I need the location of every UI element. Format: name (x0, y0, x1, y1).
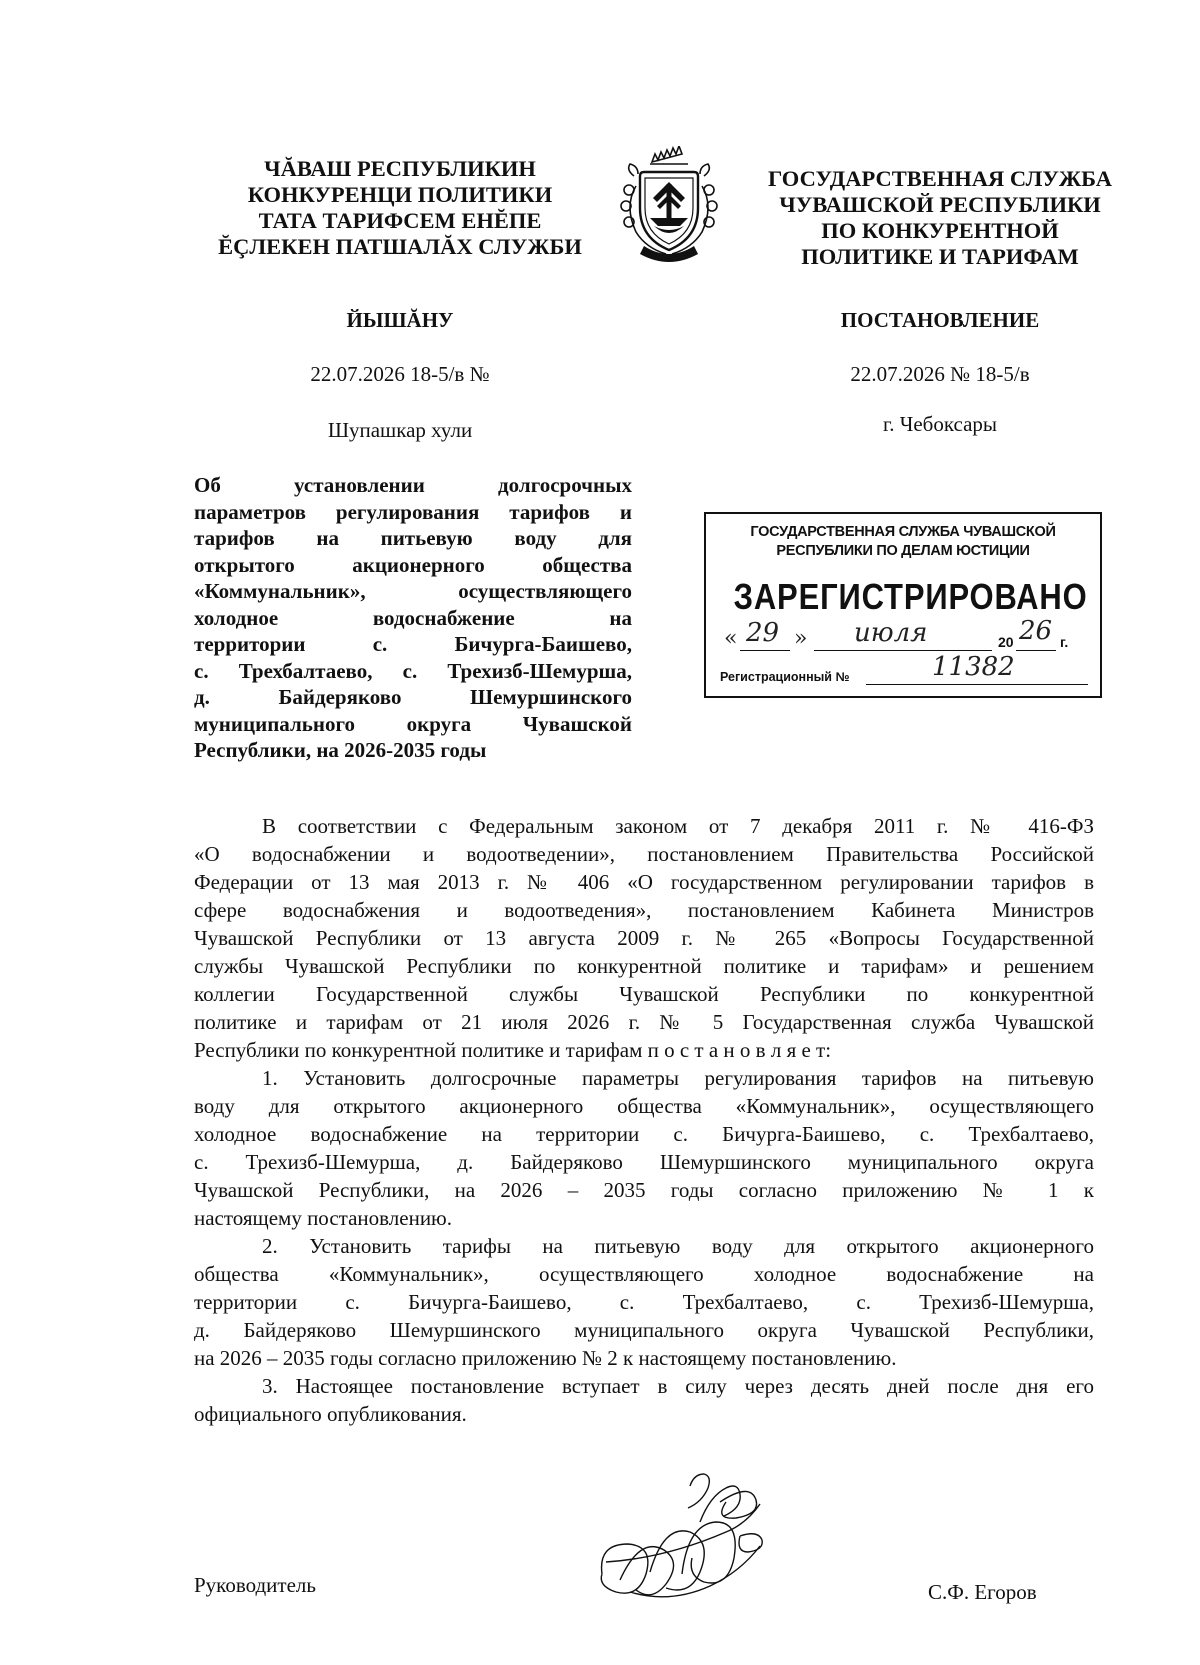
header-left-line: ЧĂВАШ РЕСПУБЛИКИН (264, 156, 536, 181)
right-city: г. Чебоксары (882, 412, 998, 436)
stamp-status: ЗАРЕГИСТРИРОВАНО (733, 576, 1088, 617)
header-right-line: ГОСУДАРСТВЕННАЯ СЛУЖБА (768, 166, 1112, 191)
document-body (194, 812, 1094, 1428)
body-line: 2. Установить тарифы на питьевую воду для открытого акционерного (262, 1234, 1094, 1258)
title-line: Республики, на 2026-2035 годы (194, 738, 487, 762)
stamp-day-underline (740, 650, 790, 651)
body-line: службы Чувашской Республики по конкурентной политике и тарифам» и решением (194, 954, 1094, 978)
body-line: сфере водоснабжения и водоотведения», постановлением Кабинета Министров (194, 898, 1094, 922)
body-line: с. Трехизб-Шемурша, д. Байдеряково Шемуршинского муниципального округа (194, 1150, 1094, 1174)
body-line: В соответствии с Федеральным законом от 7 декабря 2011 г. № 416-ФЗ (262, 814, 1094, 838)
left-doc-type: ЙЫШĂНУ (346, 308, 454, 332)
header-right-line: ПОЛИТИКЕ И ТАРИФАМ (801, 244, 1079, 269)
header-left-line: ĔÇЛЕКЕН ПАТШАЛĂХ СЛУЖБИ (218, 234, 582, 259)
title-line: холодное водоснабжение на (194, 605, 632, 630)
registration-stamp (704, 512, 1102, 698)
body-line: официального опубликования. (194, 1402, 467, 1426)
stamp-reg-label: Регистрационный № (720, 670, 850, 684)
body-line: д. Байдеряково Шемуршинского муниципального округа Чувашской Республики, (194, 1318, 1094, 1342)
title-line: с. Трехбалтаево, с. Трехизб-Шемурша, (194, 658, 632, 683)
title-line: «Коммунальник», осуществляющего (194, 579, 632, 603)
stamp-reg-number: 11382 (932, 652, 1015, 682)
body-line: общества «Коммунальник», осуществляющего холодное водоснабжение на (194, 1262, 1094, 1286)
body-line: воду для открытого акционерного общества «Коммунальник», осуществляющего (194, 1094, 1094, 1118)
stamp-reg-underline (866, 684, 1088, 685)
right-doc-type: ПОСТАНОВЛЕНИЕ (840, 308, 1040, 332)
body-line: холодное водоснабжение на территории с. Бичурга-Баишево, с. Трехбалтаево, (194, 1122, 1094, 1146)
body-line: настоящему постановлению. (194, 1206, 452, 1230)
body-line: «О водоснабжении и водоотведении», постановлением Правительства Российской (194, 842, 1094, 866)
title-line: муниципального округа Чувашской (194, 711, 632, 736)
body-line: Республики по конкурентной политике и тарифам п о с т а н о в л я е т: (194, 1038, 832, 1062)
stamp-org-line: РЕСПУБЛИКИ ПО ДЕЛАМ ЮСТИЦИИ (776, 543, 1030, 559)
body-line: политике и тарифам от 21 июля 2026 г. № 5 Государственная служба Чувашской (194, 1010, 1094, 1034)
signatory-position: Руководитель (194, 1573, 316, 1597)
stamp-open-quote: « (724, 626, 738, 651)
stamp-month-underline (814, 650, 992, 651)
stamp-year-mark: г. (1060, 634, 1069, 650)
stamp-month: июля (854, 618, 928, 648)
header-right-line: ПО КОНКУРЕНТНОЙ (821, 218, 1059, 243)
title-line: Об установлении долгосрочных (194, 473, 632, 497)
stamp-close-quote: » (794, 626, 808, 651)
title-line: параметров регулирования тарифов и (194, 499, 632, 524)
title-line: территории с. Бичурга-Баишево, (194, 632, 632, 656)
header-right-line: ЧУВАШСКОЙ РЕСПУБЛИКИ (779, 192, 1101, 217)
title-line: открытого акционерного общества (194, 552, 632, 577)
body-line: 3. Настоящее постановление вступает в силу через десять дней после дня его (262, 1374, 1094, 1398)
signatory-name: С.Ф. Егоров (928, 1580, 1037, 1604)
title-line: тарифов на питьевую воду для (194, 526, 632, 550)
header-left-org (200, 156, 600, 260)
document-title (194, 472, 632, 764)
right-date-number: 22.07.2026 № 18-5/в (850, 362, 1030, 386)
body-line: территории с. Бичурга-Баишево, с. Трехбалтаево, с. Трехизб-Шемурша, (194, 1290, 1094, 1314)
body-line: Чувашской Республики, на 2026 – 2035 годы согласно приложению № 1 к (194, 1178, 1094, 1202)
body-line: 1. Установить долгосрочные параметры регулирования тарифов на питьевую (262, 1066, 1094, 1090)
stamp-year-prefix: 20 (998, 634, 1014, 650)
chuvash-emblem-icon (614, 146, 724, 264)
stamp-org-line: ГОСУДАРСТВЕННАЯ СЛУЖБА ЧУВАШСКОЙ (750, 524, 1056, 540)
left-date-number: 22.07.2026 18-5/в № (310, 362, 490, 386)
body-line: Чувашской Республики от 13 августа 2009 г. № 265 «Вопросы Государственной (194, 926, 1094, 950)
body-line: на 2026 – 2035 годы согласно приложению № 2 к настоящему постановлению. (194, 1346, 897, 1370)
header-right-org (740, 166, 1140, 270)
stamp-year-underline (1016, 650, 1056, 651)
handwritten-signature-icon (590, 1462, 780, 1612)
stamp-day: 29 (746, 618, 780, 648)
body-line: Федерации от 13 мая 2013 г. № 406 «О государственном регулировании тарифов в (194, 870, 1094, 894)
header-left-line: ТАТА ТАРИФСЕМ ЕНĔПЕ (258, 208, 542, 233)
stamp-year-suffix: 26 (1019, 616, 1053, 646)
body-line: коллегии Государственной службы Чувашской Республики по конкурентной (194, 982, 1094, 1006)
header-left-line: КОНКУРЕНЦИ ПОЛИТИКИ (247, 182, 553, 207)
title-line: д. Байдеряково Шемуршинского (194, 685, 632, 709)
left-city: Шупашкар хули (327, 418, 473, 442)
